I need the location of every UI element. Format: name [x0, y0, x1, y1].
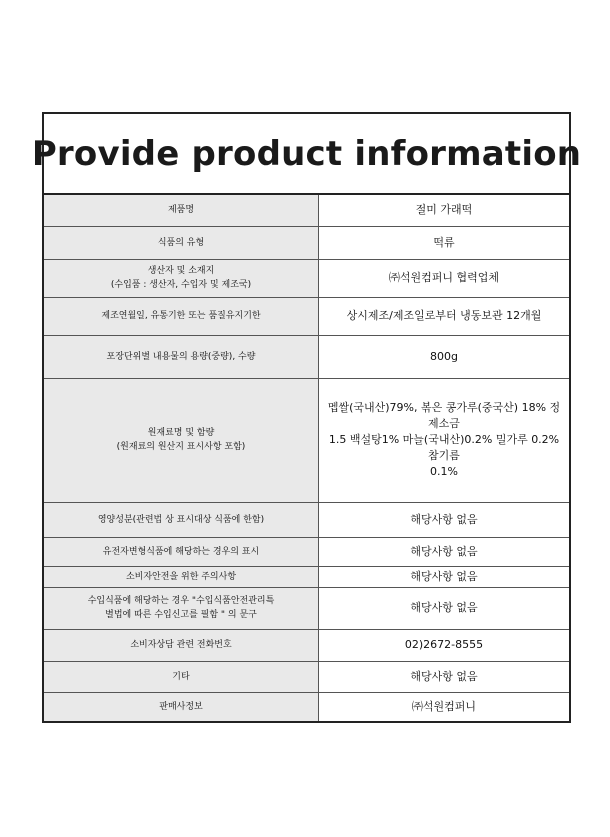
product-info-table	[44, 195, 569, 721]
row-value-cell	[319, 195, 570, 226]
row-label: (원재료의 원산지 표시사항 포함)	[116, 442, 246, 452]
row-label: 식품의 유형	[157, 237, 205, 248]
row-value: ㈜석원컴퍼니	[411, 699, 477, 713]
row-label-cell	[44, 378, 319, 502]
row-value-cell	[319, 259, 570, 297]
row-label-cell	[44, 537, 319, 566]
row-label-cell	[44, 566, 319, 587]
product-info-sheet	[31, 112, 582, 723]
row-value: 멥쌀(국내산)79%, 볶은 콩가루(중국산) 18% 정제소금	[327, 401, 561, 430]
row-label-cell	[44, 587, 319, 629]
row-label: 소비자안전을 위한 주의사항	[125, 571, 237, 582]
row-label: 제조연월일, 유통기한 또는 품질유지기한	[101, 311, 261, 321]
row-value: 상시제조/제조일로부터 냉동보관 12개월	[346, 309, 542, 322]
row-value-cell	[319, 335, 570, 378]
row-value: 해당사항 없음	[410, 512, 478, 526]
row-value: 800g	[430, 349, 458, 363]
table-row	[44, 226, 569, 259]
row-label: 영양성분(관련법 상 표시대상 식품에 한함)	[97, 514, 265, 525]
row-value-cell	[319, 566, 570, 587]
table-row	[44, 629, 569, 661]
row-value: 해당사항 없음	[410, 544, 478, 558]
row-label: 유전자변형식품에 해당하는 경우의 표시	[102, 546, 260, 557]
row-value: 02)2672-8555	[404, 638, 484, 651]
row-value: 해당사항 없음	[410, 601, 478, 614]
table-row	[44, 259, 569, 297]
row-value-cell	[319, 502, 570, 537]
table-row	[44, 195, 569, 226]
row-label: 생산자 및 소재지	[147, 266, 215, 276]
row-label: 판매사정보	[159, 701, 203, 712]
row-label: 소비자상담 관련 전화번호	[130, 640, 232, 650]
page-title: Provide product information	[31, 133, 582, 174]
row-label-cell	[44, 692, 319, 721]
row-value: 0.1%	[430, 465, 458, 478]
row-label: 제품명	[167, 205, 195, 216]
table-row	[44, 692, 569, 721]
table-row	[44, 566, 569, 587]
row-value-cell	[319, 378, 570, 502]
row-label: 수입식품에 해당하는 경우 "수입식품안전관리특	[87, 596, 275, 606]
row-label-cell	[44, 661, 319, 692]
row-value: ㈜석원컴퍼니 협력업체	[388, 271, 500, 284]
table-row	[44, 537, 569, 566]
row-value: 1.5 백설탕1% 마늘(국내산)0.2% 밀가루 0.2% 참기름	[328, 433, 560, 462]
table-row	[44, 297, 569, 335]
table-row	[44, 335, 569, 378]
table-row	[44, 661, 569, 692]
row-value-cell	[319, 297, 570, 335]
row-label-cell	[44, 259, 319, 297]
row-label-cell	[44, 195, 319, 226]
row-value: 해당사항 없음	[410, 669, 478, 683]
row-label: 포장단위별 내용물의 용량(중량), 수량	[106, 351, 256, 362]
row-value: 절미 가래떡	[415, 203, 473, 217]
title-box	[31, 114, 582, 195]
row-value: 떡류	[433, 235, 455, 249]
row-value-cell	[319, 537, 570, 566]
row-label: (수입품 : 생산자, 수입자 및 제조국)	[110, 280, 252, 290]
table-row	[44, 378, 569, 502]
row-label-cell	[44, 335, 319, 378]
row-value-cell	[319, 692, 570, 721]
table-row	[44, 587, 569, 629]
row-label-cell	[44, 297, 319, 335]
row-value-cell	[319, 587, 570, 629]
row-value-cell	[319, 629, 570, 661]
row-value-cell	[319, 661, 570, 692]
row-label-cell	[44, 629, 319, 661]
row-value-cell	[319, 226, 570, 259]
row-value: 해당사항 없음	[410, 569, 478, 583]
row-label: 원재료명 및 함량	[147, 428, 215, 438]
row-label: 기타	[172, 671, 190, 682]
product-info-table-body	[44, 195, 569, 721]
row-label: 별법에 따른 수입신고를 필함 " 의 문구	[105, 610, 257, 620]
table-row	[44, 502, 569, 537]
row-label-cell	[44, 502, 319, 537]
row-label-cell	[44, 226, 319, 259]
